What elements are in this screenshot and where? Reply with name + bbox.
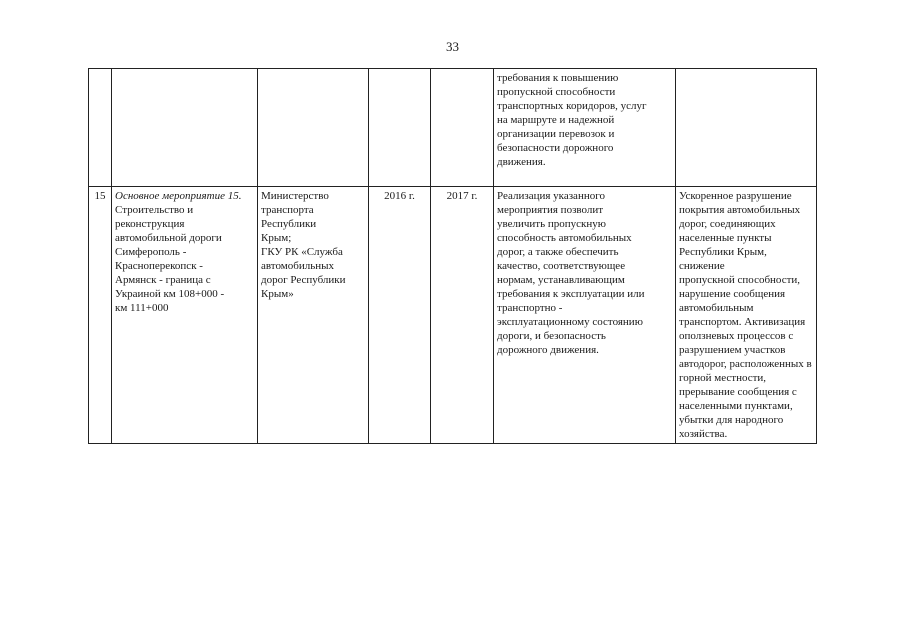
start-year-cell: 2016 г. (369, 187, 431, 444)
event-cell (112, 187, 258, 444)
table-row (89, 69, 817, 187)
event-text: Строительство и реконструкция автомобильной дороги Симферополь - Красноперекопск - Армянск - граница с Украиной км 108+000 - км 111+000 (115, 204, 225, 314)
measures-table (88, 68, 817, 444)
consequences-cell (676, 69, 817, 187)
start-year-cell (369, 69, 431, 187)
row-number-cell: 15 (89, 187, 112, 444)
end-year-cell: 2017 г. (431, 187, 494, 444)
executor-cell (258, 69, 369, 187)
consequences-cell: Ускоренное разрушение покрытия автомобильных дорог, соединяющих населенные пункты Республики Крым, снижение пропускной способности, нарушение сообщения автомобильным транспортом. Активизация оползневых процессов с разрушением участков автодорог, расположенных в горной местности, прерывание сообщения с населенными пунктами, убытки для народного хозяйства. (676, 187, 817, 444)
event-title: Основное мероприятие 15. (115, 190, 242, 202)
result-cell: Реализация указанного мероприятия позволит увеличить пропускную способность автомобильных дорог, а также обеспечить качество, соответствующее нормам, устанавливающим требования к эксплуатации или транспортно - эксплуатационному состоянию дороги, и безопасность дорожного движения. (494, 187, 676, 444)
executor-cell: Министерство транспорта Республики Крым; ГКУ РК «Служба автомобильных дорог Республики Крым» (258, 187, 369, 444)
end-year-cell (431, 69, 494, 187)
result-cell: требования к повышению пропускной способности транспортных коридоров, услуг на маршруте и надежной организации перевозок и безопасности дорожного движения. (494, 69, 676, 187)
page-number: 33 (446, 39, 459, 54)
row-number-cell (89, 69, 112, 187)
event-cell (112, 69, 258, 187)
table-row (89, 187, 817, 444)
